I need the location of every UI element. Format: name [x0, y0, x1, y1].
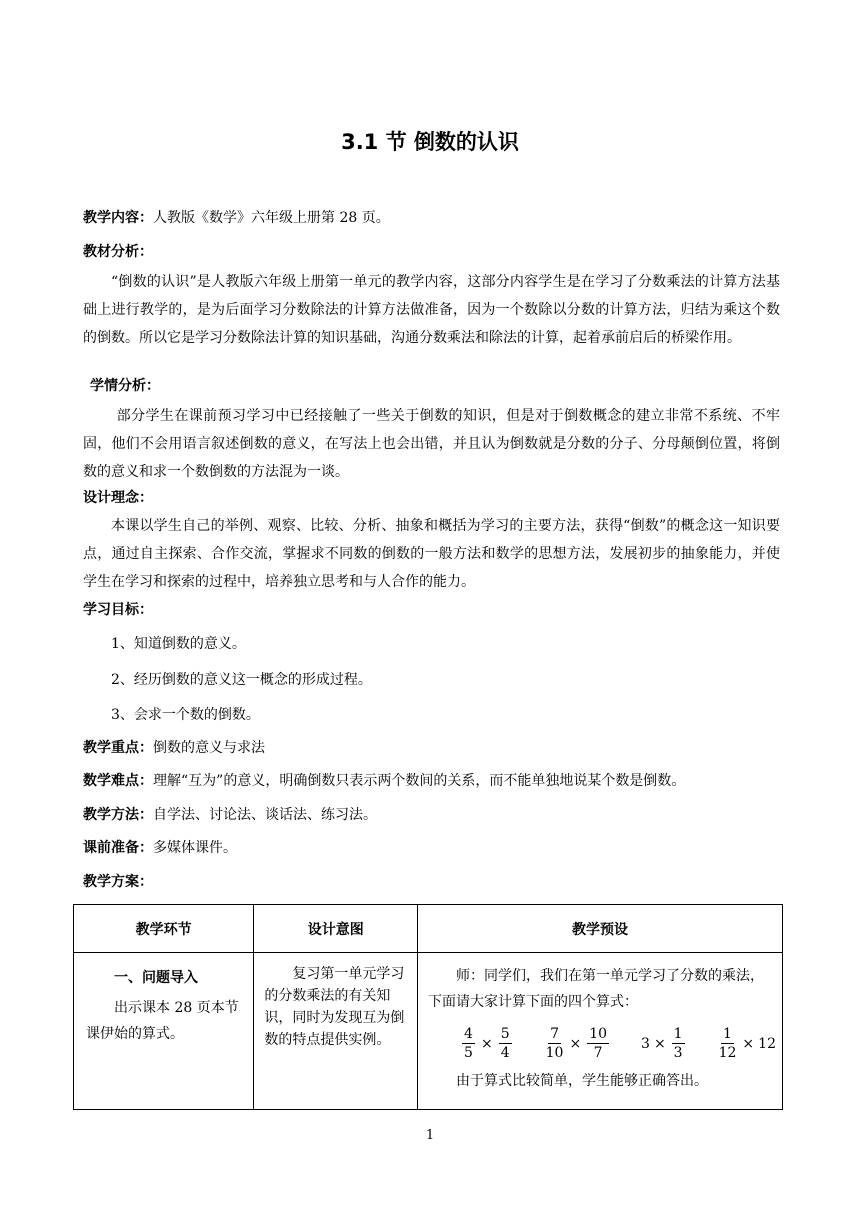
- page-title: 3.1 节 倒数的认识: [341, 130, 519, 154]
- integer: 12: [758, 1035, 776, 1052]
- prep-label: 课前准备：: [83, 840, 153, 856]
- fraction: $\frac{5}{4}$: [500, 1026, 510, 1061]
- stage-title: 一、问题导入: [114, 970, 198, 986]
- teaching-content: [83, 208, 390, 228]
- teaching-method: [83, 805, 377, 825]
- fraction: $\frac{1}{3}$: [673, 1026, 683, 1061]
- analysis-heading: 教材分析：: [83, 244, 153, 260]
- page-number: 1: [425, 1128, 435, 1143]
- design-paragraph: 本课以学生自己的举例、观察、比较、分析、抽象和概括为学习的主要方法，获得“倒数”的概念这一知识要点，通过自主探索、合作交流，掌握求不同数的倒数的一般方法和数学的思想方法，发展初步的抽象能力，并使学生在学习和探索的过程中，培养独立思考和与人合作的能力。: [83, 518, 780, 590]
- goal-item: 1、知道倒数的意义。: [111, 636, 246, 652]
- key-point-label: 教学重点：: [83, 740, 153, 756]
- analysis-paragraph: “倒数的认识”是人教版六年级上册第一单元的教学内容，这部分内容学生是在学习了分数乘法的计算方法基础上进行教学的，是为后面学习分数除法的计算方法做准备，因为一个数除以分数的计算方法，归结为乘这个数的倒数。所以它是学习分数除法计算的知识基础，沟通分数乘法和除法的计算，起着承前启后的桥梁作用。: [83, 274, 780, 346]
- key-point: [83, 738, 265, 758]
- fraction: $\frac{4}{5}$: [464, 1026, 473, 1061]
- header-preset: 教学预设: [418, 905, 783, 953]
- teaching-content-label: 教学内容：: [83, 210, 153, 226]
- table-row: [74, 953, 783, 1110]
- preset-cell: [418, 953, 783, 1110]
- equations: $\frac{4}{5}$ × $\frac{5}{4}$ $\frac{7}{10}$ × $\frac{10}{7}$ 3 × $\frac{1}{3}$ $\frac{1}{12}$ × 12: [464, 1026, 776, 1061]
- intent-text: 复习第一单元学习的分数乘法的有关知识，同时为发现互为倒数的特点提供实例。: [264, 966, 405, 1048]
- teaching-content-text: 人教版《数学》六年级上册第 28 页。: [153, 210, 390, 226]
- header-intent: 设计意图: [254, 905, 418, 953]
- stage-text: 出示课本 28 页本节课伊始的算式。: [86, 1000, 239, 1042]
- design-heading: 设计理念：: [83, 490, 153, 506]
- prep-text: 多媒体课件。: [153, 840, 237, 856]
- method-label: 教学方法：: [83, 807, 153, 823]
- table-header-row: [74, 905, 783, 953]
- difficulty-point: [83, 771, 685, 791]
- fraction: $\frac{10}{7}$: [589, 1026, 608, 1061]
- fraction: $\frac{7}{10}$: [545, 1026, 564, 1061]
- preset-intro: 师：同学们，我们在第一单元学习了分数的乘法，下面请大家计算下面的四个算式：: [428, 968, 765, 1010]
- fraction: $\frac{1}{12}$: [718, 1026, 737, 1061]
- stage-cell: [74, 953, 254, 1110]
- header-stage: 教学环节: [74, 905, 254, 953]
- difficulty-text: 理解“互为”的意义，明确倒数只表示两个数间的关系，而不能单独地说某个数是倒数。: [153, 773, 686, 789]
- integer: 3: [641, 1035, 650, 1052]
- goal-item: 3、会求一个数的倒数。: [111, 707, 260, 723]
- students-heading: 学情分析：: [90, 378, 160, 394]
- goals-heading: 学习目标：: [83, 602, 153, 618]
- method-text: 自学法、讨论法、谈话法、练习法。: [153, 807, 377, 823]
- class-prep: [83, 838, 237, 858]
- teaching-plan-table: [73, 904, 783, 1110]
- plan-heading: 教学方案：: [83, 874, 153, 890]
- intent-cell: [254, 953, 418, 1110]
- key-point-text: 倒数的意义与求法: [153, 740, 265, 756]
- students-paragraph: 部分学生在课前预习学习中已经接触了一些关于倒数的知识，但是对于倒数概念的建立非常不系统、不牢固，他们不会用语言叙述倒数的意义，在写法上也会出错，并且认为倒数就是分数的分子、分母颠倒位置，将倒数的意义和求一个数倒数的方法混为一谈。: [83, 408, 780, 480]
- difficulty-label: 数学难点：: [83, 773, 153, 789]
- preset-note: 由于算式比较简单，学生能够正确答出。: [456, 1073, 709, 1089]
- goal-item: 2、经历倒数的意义这一概念的形成过程。: [111, 672, 372, 688]
